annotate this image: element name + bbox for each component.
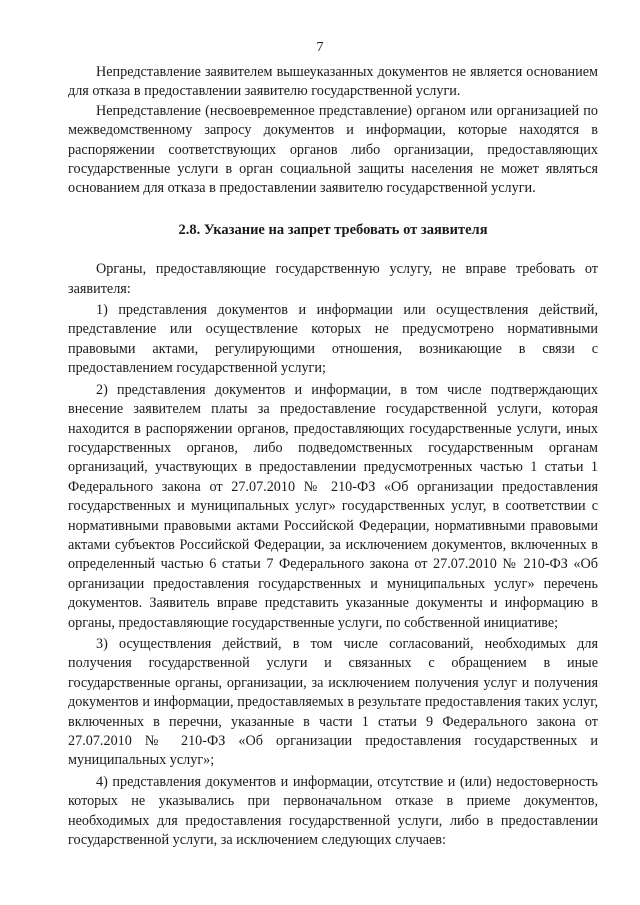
list-item-1: 1) представления документов и информации или осуществления действий, представление или осуществление которых не предусмотрено нормативными правовыми актами, регулирующими отношения, возникающие в связи с предоставлением государственной услуги; — [68, 302, 598, 377]
paragraph-missing-documents: Непредставление заявителем вышеуказанных документов не является основанием для отказа в предоставлении заявителю государственной услуги. — [68, 64, 598, 100]
section-intro: Органы, предоставляющие государственную услугу, не вправе требовать от заявителя: — [68, 261, 598, 297]
section-heading: 2.8. Указание на запрет требовать от заявителя — [178, 221, 488, 238]
list-item-2: 2) представления документов и информации, в том числе подтверждающих внесение заявителем платы за предоставление государственной услуги, которая находится в распоряжении органов, предоставляющих государственные услуги, иных государственных органов, либо подведомственных государственным органам организаций, участвующих в предоставлении предусмотренных частью 1 статьи 1 Федерального закона от 27.07.2010 № 210-ФЗ «Об организации предоставления государственных и муниципальных услуг» государственных услуг, в соответствии с нормативными правовыми актами Российской Федерации, нормативными правовыми актами субъектов Российской Федерации, за исключением документов, включенных в определенный частью 6 статьи 7 Федерального закона от 27.07.2010 № 210-ФЗ «Об организации предоставления государственных и муниципальных услуг» перечень документов. Заявитель вправе представить указанные документы и информацию в органы, предоставляющие государственные услуги, по собственной инициативе; — [68, 381, 598, 631]
list-item-4: 4) представления документов и информации, отсутствие и (или) недостоверность которых не указывались при первоначальном отказе в приеме документов, необходимых для предоставления государственной услуги, либо в предоставлении государственной услуги, за исключением следующих случаев: — [68, 773, 598, 849]
page-number: 7 — [316, 40, 324, 55]
list-item-3: 3) осуществления действий, в том числе согласований, необходимых для получения государственной услуги и связанных с обращением в иные государственные органы, организации, за исключением получения услуг и получения документов и информации, предоставляемых в результате предоставления таких услуг, включенных в перечни, указанные в части 1 статьи 9 Федерального закона от 27.07.2010 № 210-ФЗ «Об организации предоставления государственных и муниципальных услуг»; — [68, 635, 598, 769]
paragraph-interagency-request: Непредставление (несвоевременное представление) органом или организацией по межведомственному запросу документов и информации, которые находятся в распоряжении соответствующих органов либо организации, предоставляющих государственные услуги в орган социальной защиты населения не может являться основанием для отказа в предоставлении заявителю государственной услуги. — [68, 102, 598, 197]
document-body — [68, 63, 598, 850]
